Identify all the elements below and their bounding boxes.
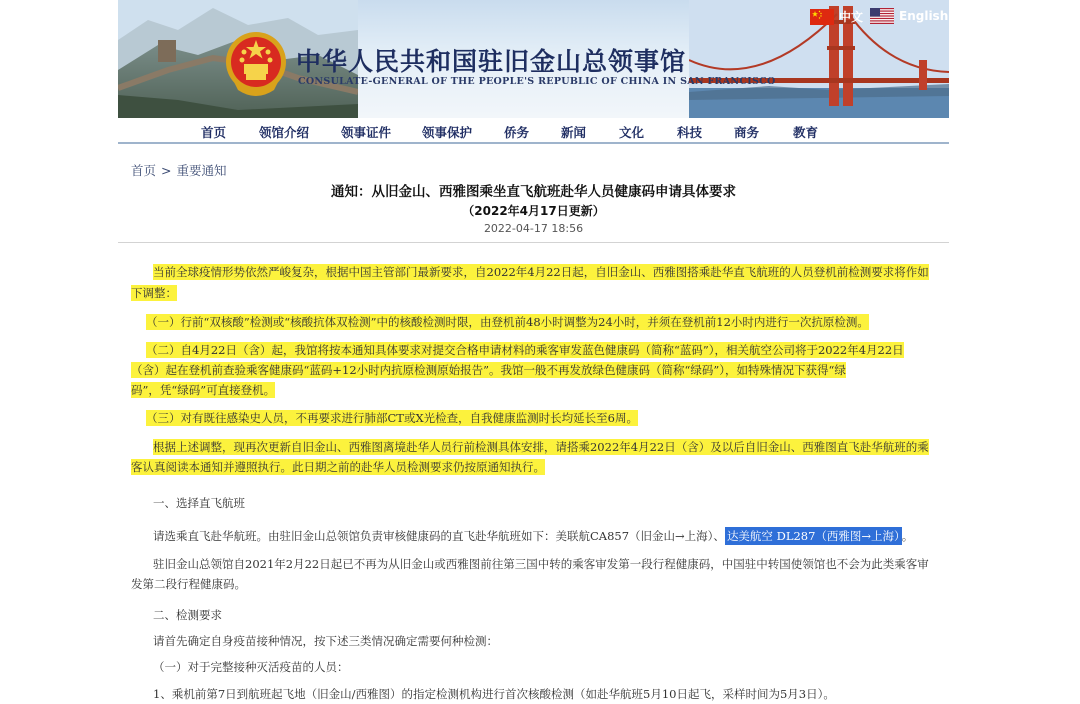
paragraph-line: [131, 382, 275, 398]
paragraph-line: [153, 439, 929, 455]
selected-flight-text[interactable]: 达美航空 DL287（西雅图→上海）: [726, 529, 900, 543]
nav-item-news[interactable]: 新闻: [561, 125, 587, 140]
language-chinese-link[interactable]: [810, 8, 863, 25]
highlighted-text: 客认真阅读本通知并遵照执行。此日期之前的赴华人员检测要求仍按原通知执行。: [131, 460, 545, 474]
highlighted-text: （含）起在登机前查验乘客健康码“蓝码+12小时内抗原检测原始报告”。我馆一般不再发放绿色健康码（简称“绿码”），如特殊情况下获得“绿: [131, 363, 846, 377]
highlighted-text: 当前全球疫情形势依然严峻复杂，根据中国主管部门最新要求，自2022年4月22日起，自旧金山、西雅图搭乘赴华直飞航班的人员登机前检测要求将作如: [153, 265, 929, 279]
nav-item-education[interactable]: 教育: [793, 125, 819, 140]
header-banner: [118, 0, 949, 118]
language-chinese-label: 中文: [839, 10, 864, 24]
nav-item-consular-documents[interactable]: 领事证件: [341, 125, 392, 140]
language-english-label: English: [899, 9, 949, 23]
nav-item-overseas-chinese[interactable]: 侨务: [504, 125, 530, 140]
section-heading: 一、选择直飞航班: [153, 496, 245, 510]
paragraph-line: 1、乘机前第7日到航班起飞地（旧金山/西雅图）的指定检测机构进行首次核酸检测（如赴华航班5月10日起飞，采样时间为5月3日）。: [153, 687, 835, 701]
china-flag-icon: [810, 9, 834, 25]
national-emblem-icon: [224, 30, 288, 100]
article-datetime: 2022-04-17 18:56: [483, 222, 584, 235]
site-title-en: CONSULATE-GENERAL OF THE PEOPLE'S REPUBLIC OF CHINA IN SAN FRANCISCO: [298, 76, 776, 87]
breadcrumb: [131, 161, 227, 179]
flight-list-tail: 。: [901, 529, 914, 543]
nav-item-culture[interactable]: 文化: [619, 125, 645, 140]
us-flag-icon: [870, 8, 894, 24]
main-nav: [118, 118, 949, 144]
highlighted-text: （二）自4月22日（含）起，我馆将按本通知具体要求对提交合格申请材料的乘客审发蓝色健康码（简称“蓝码”），相关航空公司将于2022年4月22日: [146, 343, 904, 357]
nav-item-consular-protection[interactable]: 领事保护: [422, 125, 473, 140]
breadcrumb-home-link[interactable]: 首页: [131, 163, 157, 178]
highlighted-text: 码”，凭“绿码”可直接登机。: [131, 383, 276, 397]
highlighted-text: （三）对有既往感染史人员，不再要求进行肺部CT或X光检查，自我健康监测时长均延长至6周。: [146, 411, 638, 425]
breadcrumb-separator: >: [161, 163, 172, 178]
paragraph-line: （一）对于完整接种灭活疫苗的人员：: [153, 660, 349, 674]
site-title-cn: 中华人民共和国驻旧金山总领事馆: [296, 47, 687, 76]
nav-item-home[interactable]: 首页: [201, 125, 227, 140]
nav-item-about[interactable]: 领馆介绍: [259, 125, 310, 140]
paragraph-line: 发第二段行程健康码。: [131, 577, 246, 591]
paragraph-line: 驻旧金山总领馆自2021年2月22日起已不再为从旧金山或西雅图前往第三国中转的乘客审发第一段行程健康码，中国驻中转国使领馆也不会为此类乘客审: [153, 557, 929, 571]
paragraph-line: [146, 314, 869, 330]
language-english-link[interactable]: [870, 8, 948, 24]
paragraph-line: [131, 459, 545, 475]
flight-list-text: 请选乘直飞赴华航班。由驻旧金山总领馆负责审核健康码的直飞赴华航班如下：美联航CA857（旧金山→上海）、: [153, 529, 725, 543]
article-divider: [118, 242, 949, 243]
paragraph-line: [153, 528, 913, 544]
breadcrumb-current-link[interactable]: 重要通知: [176, 163, 227, 178]
nav-item-science[interactable]: 科技: [677, 125, 703, 140]
paragraph-line: [146, 342, 904, 358]
article-subtitle: （2022年4月17日更新）: [462, 204, 605, 218]
paragraph-line: 请首先确定自身疫苗接种情况，按下述三类情况确定需要何种检测：: [153, 634, 498, 648]
paragraph-line: [146, 410, 638, 426]
paragraph-line: [131, 285, 177, 301]
article-title: 通知：从旧金山、西雅图乘坐直飞航班赴华人员健康码申请具体要求: [331, 184, 736, 200]
paragraph-line: [153, 264, 929, 280]
highlighted-text: 根据上述调整，现再次更新自旧金山、西雅图离境赴华人员行前检测具体安排，请搭乘2022年4月22日（含）及以后自旧金山、西雅图直飞赴华航班的乘: [153, 440, 929, 454]
section-heading: 二、检测要求: [153, 608, 222, 622]
highlighted-text: （一）行前“双核酸”检测或“核酸抗体双检测”中的核酸检测时限，由登机前48小时调整为24小时，并须在登机前12小时内进行一次抗原检测。: [146, 315, 869, 329]
paragraph-line: [131, 362, 846, 378]
nav-item-commerce[interactable]: 商务: [734, 125, 760, 140]
highlighted-text: 下调整：: [131, 286, 177, 300]
